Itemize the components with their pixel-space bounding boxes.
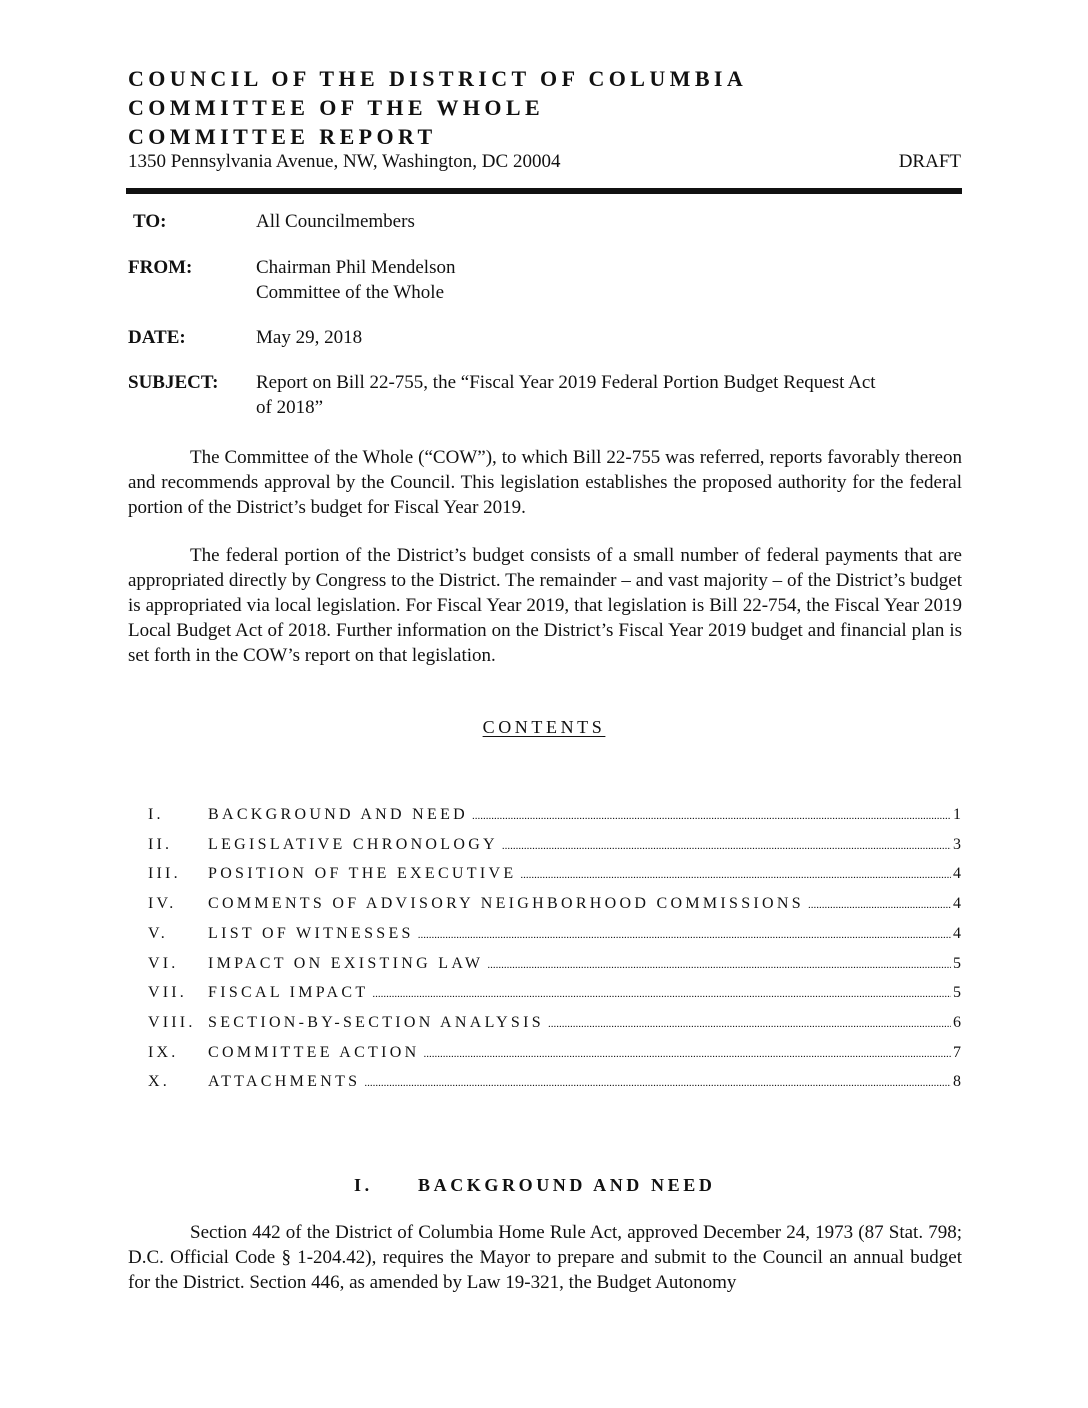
toc-dot-leader (423, 1048, 951, 1060)
toc-entry-title: BACKGROUND AND NEED (208, 806, 469, 823)
memo-subject-line2: of 2018” (256, 397, 324, 418)
toc-entry-title: COMMITTEE ACTION (208, 1043, 420, 1061)
memo-from-line1: Chairman Phil Mendelson (256, 257, 456, 278)
memo-to-label: TO: (133, 211, 167, 232)
toc-entry-number: I. (148, 806, 164, 823)
intro-paragraph-text: The Committee of the Whole (“COW”), to which Bill 22-755 was referred, reports favorably thereon and recommends approval by the Council. This legislation establishes the proposed authority for the federal portion of the District’s budget for Fiscal Year 2019. (128, 447, 962, 518)
toc-dot-leader (520, 869, 951, 881)
toc-entry-page: 6 (953, 1013, 961, 1031)
toc-entry-page: 7 (953, 1043, 961, 1061)
toc-entry-page: 3 (953, 835, 961, 853)
section-heading-title: BACKGROUND AND NEED (418, 1175, 716, 1195)
toc-entry-title: FISCAL IMPACT (208, 984, 369, 1002)
toc-entry-page: 8 (953, 1073, 961, 1091)
toc-entry-title: ATTACHMENTS (208, 1073, 361, 1091)
toc-entry-title: IMPACT ON EXISTING LAW (208, 954, 484, 972)
contents-heading (0, 717, 1088, 738)
toc-entry[interactable] (148, 865, 961, 887)
memo-from-line2: Committee of the Whole (256, 282, 445, 303)
toc-entry[interactable] (148, 984, 961, 1006)
toc-entry[interactable] (148, 1073, 961, 1095)
memo-date-value: May 29, 2018 (256, 327, 363, 348)
toc-entry-page: 4 (953, 895, 961, 913)
toc-entry-number: IV. (148, 895, 177, 913)
toc-entry-number: VIII. (148, 1013, 196, 1031)
intro-paragraph (128, 445, 962, 520)
memo-from-label: FROM: (128, 257, 193, 278)
toc-entry-page: 4 (953, 865, 961, 883)
toc-dot-leader (548, 1018, 951, 1030)
toc-entry[interactable] (148, 955, 961, 977)
toc-entry[interactable] (148, 1044, 961, 1066)
toc-dot-leader (808, 899, 951, 911)
toc-entry[interactable] (148, 806, 961, 828)
header-rule (126, 188, 962, 194)
header-council-name: COUNCIL OF THE DISTRICT OF COLUMBIA (128, 66, 748, 91)
toc-entry-page: 4 (953, 924, 961, 942)
memo-to-value: All Councilmembers (256, 211, 415, 232)
toc-entry-number: V. (148, 924, 168, 942)
toc-dot-leader (487, 959, 951, 971)
toc-entry-title: LIST OF WITNESSES (208, 924, 414, 942)
toc-entry-page: 5 (953, 984, 961, 1002)
toc-entry-title: POSITION OF THE EXECUTIVE (208, 865, 517, 883)
section-heading-number: I. (354, 1175, 373, 1195)
toc-entry[interactable] (148, 925, 961, 947)
toc-dot-leader (502, 840, 951, 852)
header-report-type: COMMITTEE REPORT (128, 124, 437, 149)
toc-entry-number: X. (148, 1073, 170, 1091)
draft-label: DRAFT (898, 151, 961, 172)
header-address: 1350 Pennsylvania Avenue, NW, Washington, DC 20004 (128, 151, 561, 172)
memo-date-label: DATE: (128, 327, 186, 348)
contents-heading-text: CONTENTS (482, 717, 606, 737)
toc-entry-number: VII. (148, 984, 188, 1002)
address-row (128, 151, 961, 173)
background-paragraph (128, 1220, 962, 1295)
toc-entry-title: COMMENTS OF ADVISORY NEIGHBORHOOD COMMISSIONS (208, 895, 804, 913)
toc-entry-title: SECTION-BY-SECTION ANALYSIS (208, 1013, 544, 1031)
toc-entry-page: 5 (953, 954, 961, 972)
memo-subject-line1: Report on Bill 22-755, the “Fiscal Year 2019 Federal Portion Budget Request Act (256, 372, 876, 393)
toc-entry[interactable] (148, 895, 961, 917)
toc-entry[interactable] (148, 836, 961, 858)
header-committee-name: COMMITTEE OF THE WHOLE (128, 95, 545, 120)
federal-portion-paragraph (128, 543, 962, 668)
federal-portion-paragraph-text: The federal portion of the District’s budget consists of a small number of federal payments that are appropriated directly by Congress to the District. The remainder – and vast majority – of the District’s budget is appropriated via local legislation. For Fiscal Year 2019, that legislation is Bill 22-754, the Fiscal Year 2019 Local Budget Act of 2018. Further information on the District’s Fiscal Year 2019 budget and financial plan is set forth in the COW’s report on that legislation. (128, 545, 962, 666)
toc-dot-leader (418, 929, 951, 941)
toc-entry[interactable] (148, 1014, 961, 1036)
toc-entry-number: III. (148, 865, 181, 883)
memo-subject-label: SUBJECT: (128, 372, 219, 393)
toc-entry-page: 1 (953, 806, 961, 823)
toc-dot-leader (472, 810, 951, 822)
toc-entry-title: LEGISLATIVE CHRONOLOGY (208, 835, 498, 853)
toc-entry-number: IX. (148, 1043, 179, 1061)
toc-entry-number: VI. (148, 954, 179, 972)
toc-dot-leader (372, 988, 951, 1000)
toc-entry-number: II. (148, 835, 173, 853)
toc-dot-leader (364, 1077, 951, 1089)
background-paragraph-text: Section 442 of the District of Columbia Home Rule Act, approved December 24, 1973 (87 Stat. 798; D.C. Official Code § 1-204.42), requires the Mayor to prepare and submit to the Council an annual budget for the District. Section 446, as amended by Law 19-321, the Budget Autonomy (128, 1222, 962, 1293)
